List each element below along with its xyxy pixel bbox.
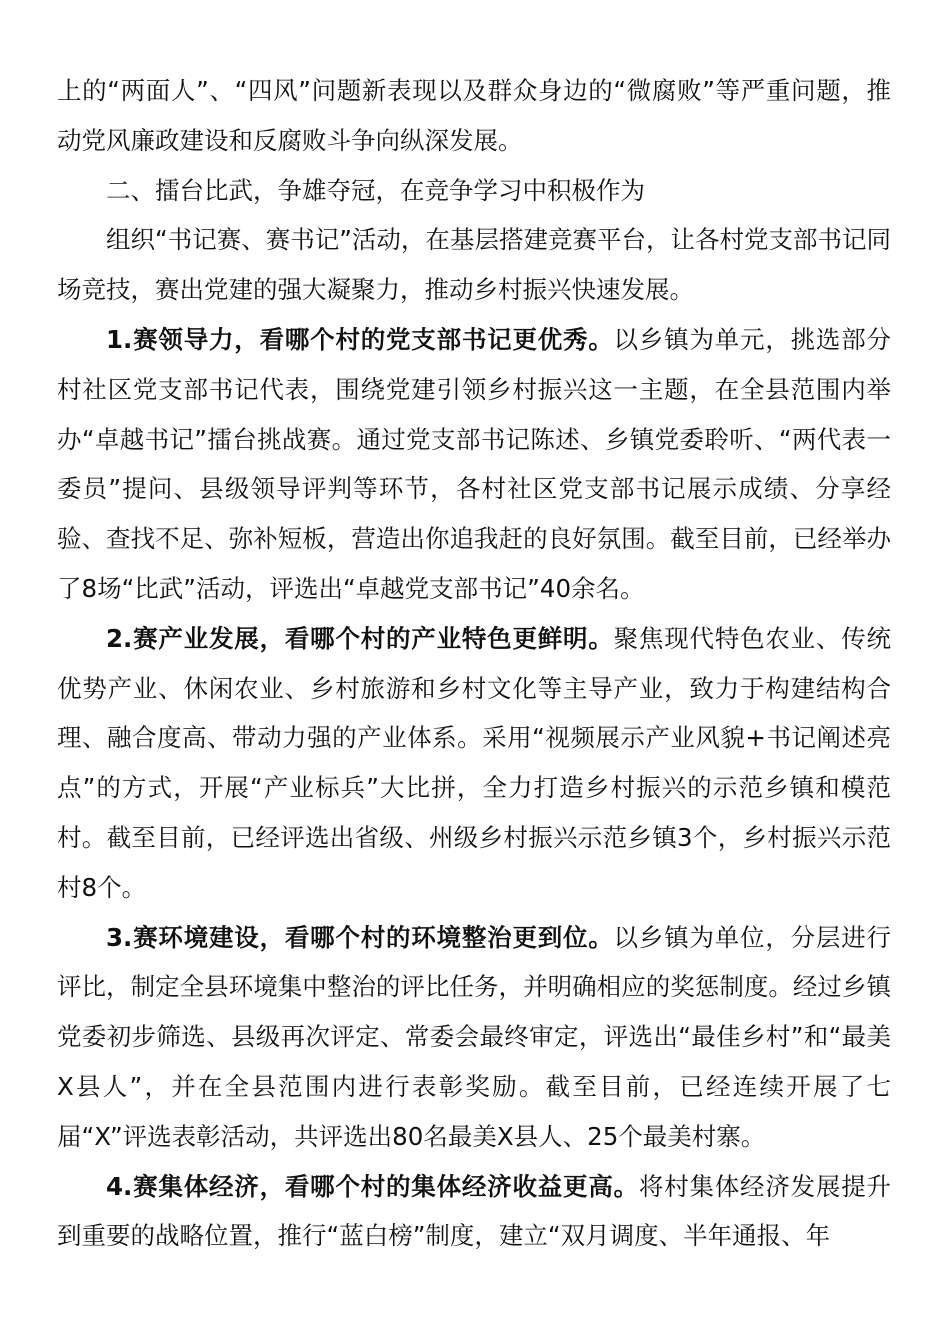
- document-page: [57, 66, 891, 1261]
- paragraph-text: 组织“书记赛、赛书记”活动，在基层搭建竞赛平台，让各村党支部书记同场竞技，赛出党建的强大凝聚力，推动乡村振兴快速发展。: [57, 225, 891, 305]
- item-lead-3: 3.赛环境建设，看哪个村的环境整治更到位。: [106, 922, 614, 952]
- item-text-3: 以乡镇为单位，分层进行评比，制定全县环境集中整治的评比任务，并明确相应的奖惩制度。经过乡镇党委初步筛选、县级再次评定、常委会最终审定，评选出“最佳乡村”和“最美X县人”，并在全县范围内进行表彰奖励。截至目前，已经连续开展了七届“X”评选表彰活动，共评选出80名最美X县人、25个最美村寨。: [57, 922, 892, 1151]
- paragraph-item-3: [57, 913, 891, 1162]
- item-lead-2: 2.赛产业发展，看哪个村的产业特色更鲜明。: [106, 623, 614, 653]
- paragraph-item-1: [57, 315, 891, 614]
- paragraph-item-2: [57, 614, 891, 913]
- item-text-4: 将村集体经济发展提升到重要的战略位置，推行“蓝白榜”制度，建立“双月调度、半年通报、年: [57, 1171, 891, 1251]
- paragraph-item-4: [57, 1162, 891, 1262]
- paragraph-intro: [57, 215, 891, 315]
- section-heading-text: 二、擂台比武，争雄夺冠，在竞争学习中积极作为: [106, 175, 645, 205]
- paragraph-continuation: [57, 66, 891, 166]
- item-lead-1: 1.赛领导力，看哪个村的党支部书记更优秀。: [106, 324, 614, 354]
- item-text-2: 聚焦现代特色农业、传统优势产业、休闲农业、乡村旅游和乡村文化等主导产业，致力于构建结构合理、融合度高、带动力强的产业体系。采用“视频展示产业风貌+书记阐述亮点”的方式，开展“产业标兵”大比拼，全力打造乡村振兴的示范乡镇和模范村。截至目前，已经评选出省级、州级乡村振兴示范乡镇3个，乡村振兴示范村8个。: [57, 623, 892, 902]
- item-lead-4: 4.赛集体经济，看哪个村的集体经济收益更高。: [106, 1171, 639, 1201]
- paragraph-text: 上的“两面人”、“四风”问题新表现以及群众身边的“微腐败”等严重问题，推动党风廉政建设和反腐败斗争向纵深发展。: [57, 76, 891, 155]
- section-heading: [57, 166, 891, 216]
- item-text-1: 以乡镇为单元，挑选部分村社区党支部书记代表，围绕党建引领乡村振兴这一主题，在全县范围内举办“卓越书记”擂台挑战赛。通过党支部书记陈述、乡镇党委聆听、“两代表一委员”提问、县级领导评判等环节，各村社区党支部书记展示成绩、分享经验、查找不足、弥补短板，营造出你追我赶的良好氛围。截至目前，已经举办了8场“比武”活动，评选出“卓越党支部书记”40余名。: [57, 324, 892, 603]
